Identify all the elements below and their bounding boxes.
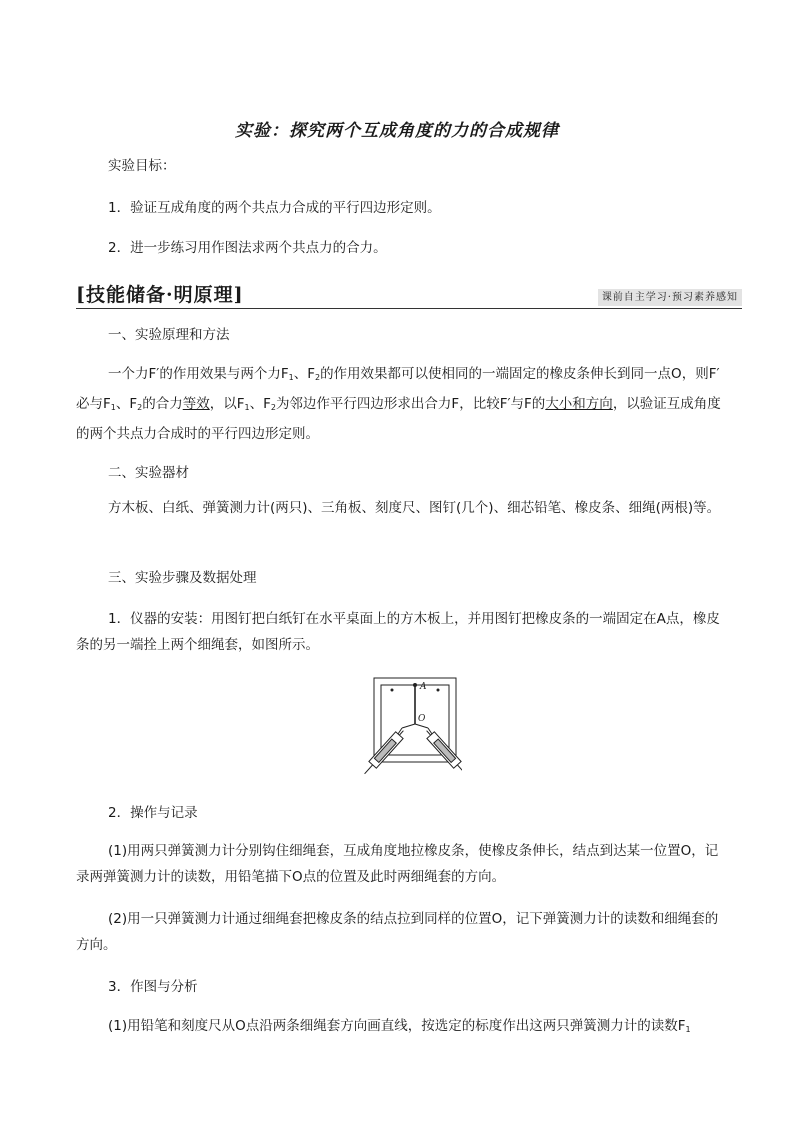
- cord-left: [402, 724, 415, 728]
- install-text: 1．仪器的安装：用图钉把白纸钉在水平桌面上的方木板上，并用图钉把橡皮条的一端固定在A点，橡皮条的另一端拴上两个细绳套，如图所示。: [76, 611, 720, 653]
- operation-step-2: (2)用一只弹簧测力计通过细绳套把橡皮条的结点拉到同样的位置O，记下弹簧测力计的读数和细绳套的方向。: [76, 911, 719, 953]
- page-title: 实验：探究两个互成角度的力的合成规律: [235, 121, 559, 141]
- cord-right: [415, 724, 428, 728]
- label-a: A: [420, 682, 427, 692]
- label-o: O: [418, 714, 426, 724]
- apparatus-figure: [350, 672, 462, 780]
- underlined-equivalent: 等效: [182, 396, 210, 412]
- equipment-heading: 二、实验器材: [108, 465, 189, 481]
- objective-item-2: 2．进一步练习用作图法求两个共点力的合力。: [108, 240, 387, 256]
- section-title: [技能储备·明原理]: [76, 284, 244, 306]
- section-header: [76, 278, 742, 309]
- pin-a-dot: [413, 683, 417, 687]
- objective-item-1: 1．验证互成角度的两个共点力合成的平行四边形定则。: [108, 200, 441, 216]
- equipment-text: 方木板、白纸、弹簧测力计(两只)、三角板、刻度尺、图钉(几个)、细芯铅笔、橡皮条、细绳(两根)等。: [108, 500, 721, 516]
- steps-heading: 三、实验步骤及数据处理: [108, 570, 257, 586]
- objectives-heading: 实验目标：: [108, 158, 176, 174]
- operation-heading: 2．操作与记录: [108, 805, 198, 821]
- underlined-magnitude-direction: 大小和方向: [545, 396, 613, 412]
- section-tag: 课前自主学习·预习素养感知: [598, 289, 742, 306]
- drawing-step-1: (1)用铅笔和刻度尺从O点沿两条细绳套方向画直线，按选定的标度作出这两只弹簧测力计的读数$F_1$: [108, 1018, 691, 1034]
- principle-heading: 一、实验原理和方法: [108, 327, 230, 343]
- drawing-heading: 3．作图与分析: [108, 979, 198, 995]
- spring-scale-left: [361, 727, 407, 777]
- operation-step-1: (1)用两只弹簧测力计分别钩住细绳套，互成角度地拉橡皮条，使橡皮条伸长，结点到达某一位置O，记录两弹簧测力计的读数，用铅笔描下O点的位置及此时两细绳套的方向。: [76, 843, 719, 885]
- principle-paragraph: 一个力F′的作用效果与两个力$F_1$、$F_2$的作用效果都可以使相同的一端固定的橡皮条伸长到同一点O，则F′必与$F_1$、$F_2$的合力等效，以$F_1$、$F_2$为邻边作平行四边形求出合力F，比较F′与F的大小和方向，以验证互成角度的两个共点力合成时的平行四边形定则。: [76, 366, 721, 442]
